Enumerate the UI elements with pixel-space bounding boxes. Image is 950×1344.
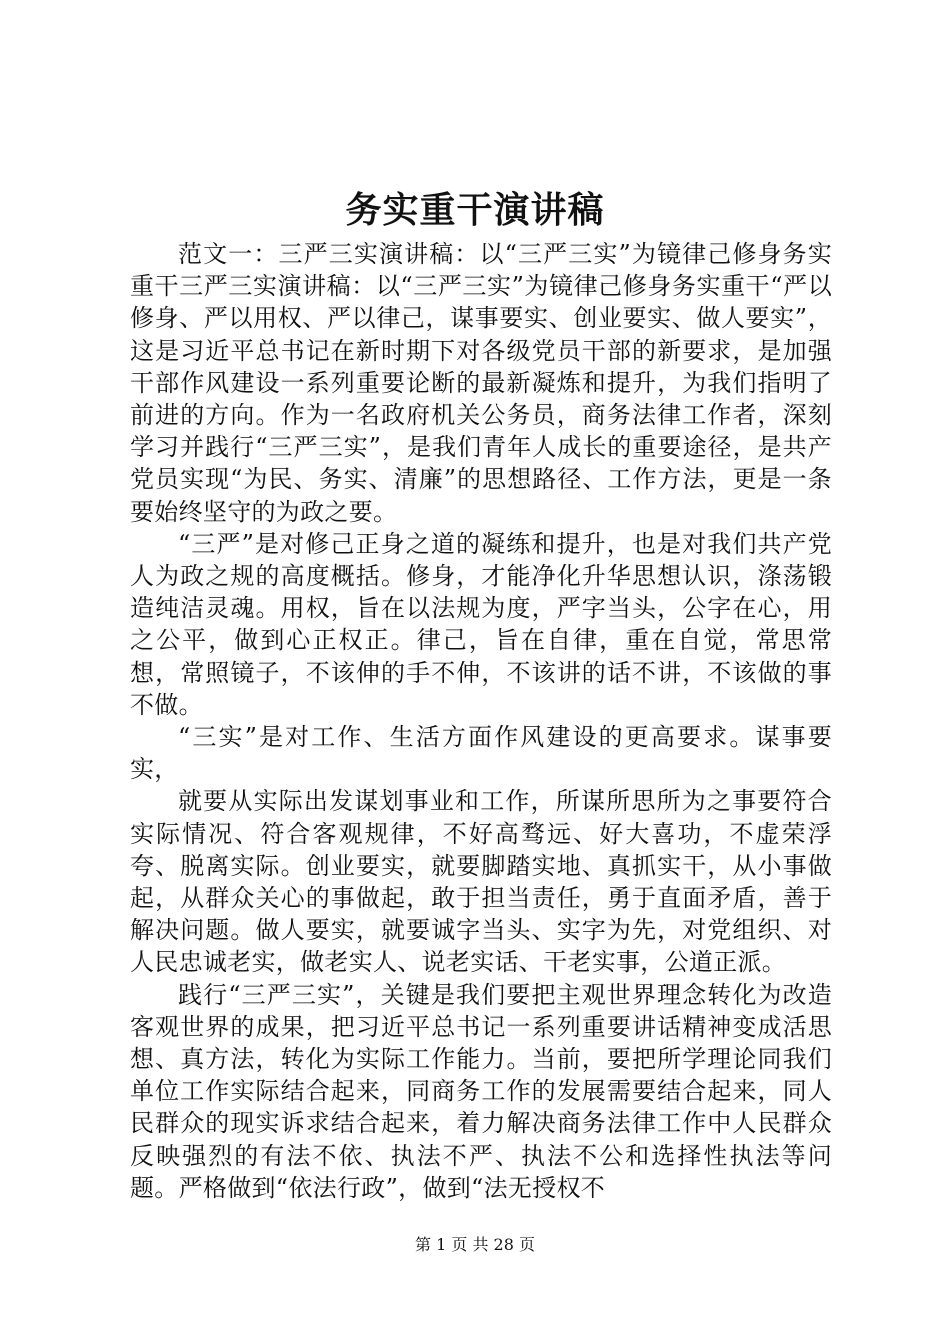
paragraph: “三实”是对工作、生活方面作风建设的更高要求。谋事要实， [130,723,832,784]
document-body [130,238,832,1204]
paragraph: “三严”是对修己正身之道的凝练和提升，也是对我们共产党人为政之规的高度概括。修身，才能净化升华思想认识，涤荡锻造纯洁灵魂。用权，旨在以法规为度，严字当头，公字在心，用之公平，做到心正权正。律己，旨在自律，重在自觉，常思常想，常照镜子，不该伸的手不伸，不该讲的话不讲，不该做的事不做。 [130,529,832,719]
page-number-footer: 第 1 页 共 28 页 [415,1235,535,1254]
document-title: 务实重干演讲稿 [345,189,605,231]
paragraph: 范文一：三严三实演讲稿：以“三严三实”为镜律己修身务实重干三严三实演讲稿：以“三严三实”为镜律己修身务实重干“严以修身、严以用权、严以律己，谋事要实、创业要实、做人要实”，这是习近平总书记在新时期下对各级党员干部的新要求，是加强干部作风建设一系列重要论断的最新凝炼和提升，为我们指明了前进的方向。作为一名政府机关公务员，商务法律工作者，深刻学习并践行“三严三实”，是我们青年人成长的重要途径，是共产党员实现“为民、务实、清廉”的思想路径、工作方法，更是一条要始终坚守的为政之要。 [130,240,832,526]
paragraph: 就要从实际出发谋划事业和工作，所谋所思所为之事要符合实际情况、符合客观规律，不好高骛远、好大喜功，不虚荣浮夸、脱离实际。创业要实，就要脚踏实地、真抓实干，从小事做起，从群众关心的事做起，敢于担当责任，勇于直面矛盾，善于解决问题。做人要实，就要诚字当头、实字为先，对党组织、对人民忠诚老实，做老实人、说老实话、干老实事，公道正派。 [130,787,832,977]
paragraph: 践行“三严三实”，关键是我们要把主观世界理念转化为改造客观世界的成果，把习近平总书记一系列重要讲话精神变成活思想、真方法，转化为实际工作能力。当前，要把所学理论同我们单位工作实际结合起来，同商务工作的发展需要结合起来，同人民群众的现实诉求结合起来，着力解决商务法律工作中人民群众反映强烈的有法不依、执法不严、执法不公和选择性执法等问题。严格做到“依法行政”，做到“法无授权不 [130,980,832,1202]
